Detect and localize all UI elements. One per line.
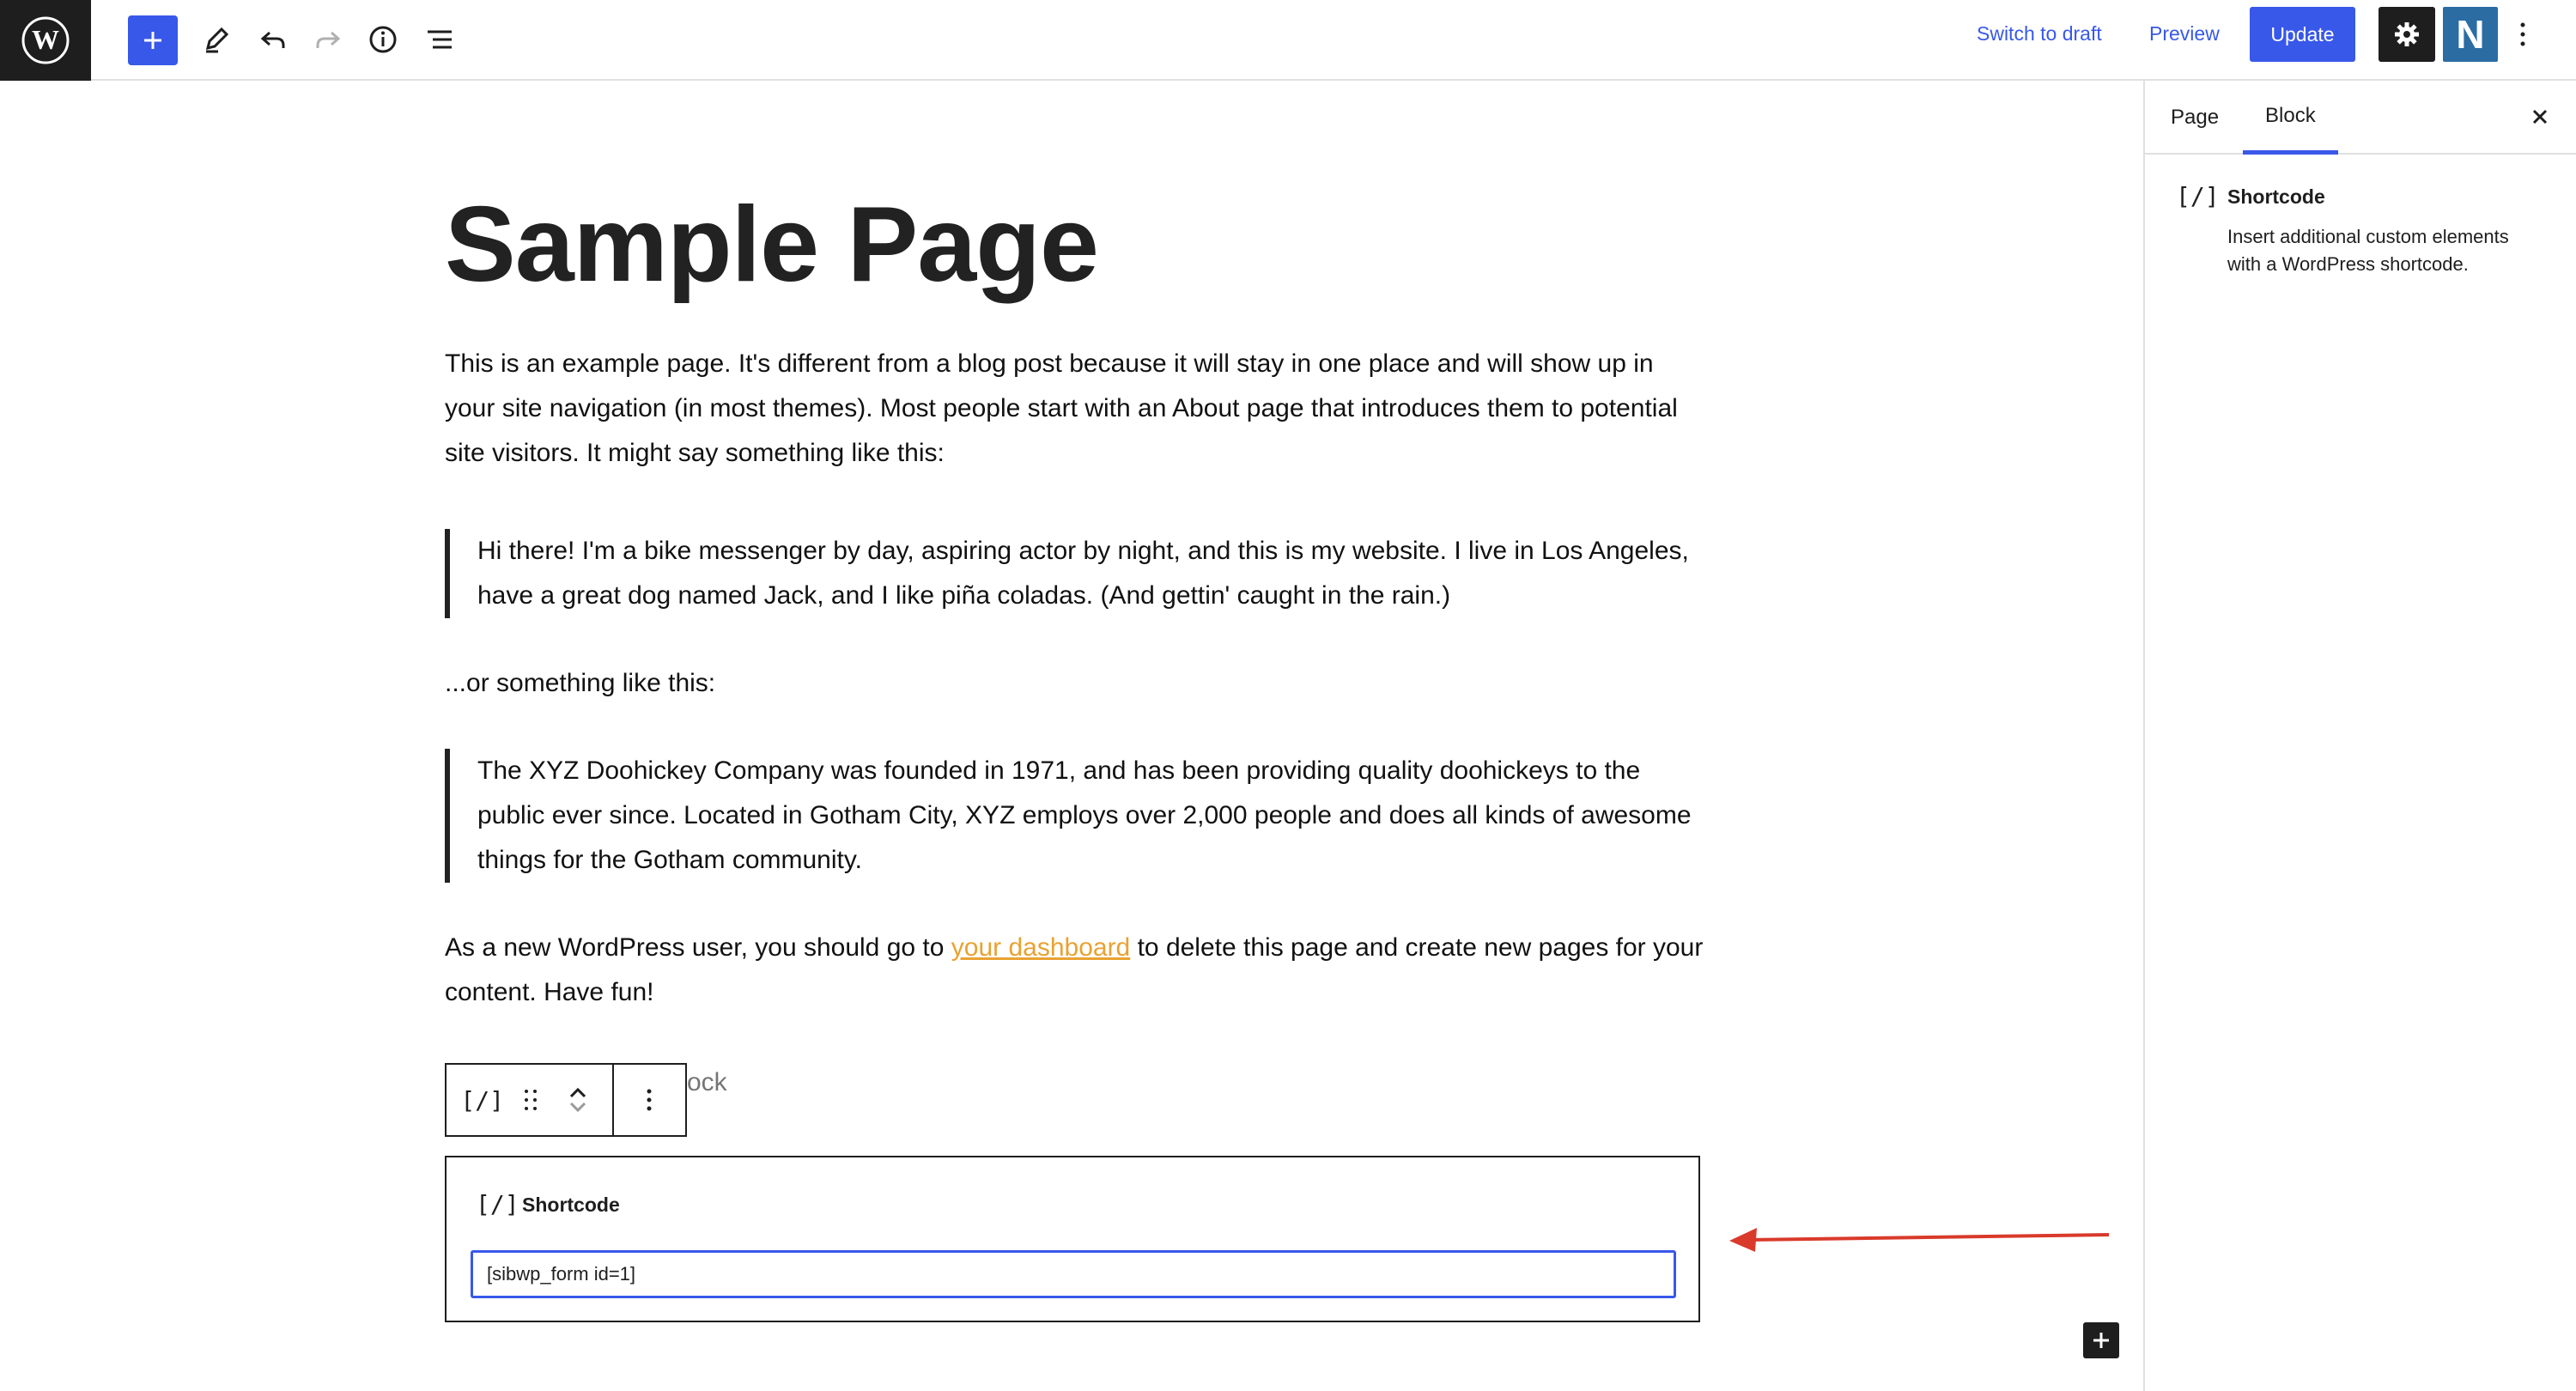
shortcode-input[interactable] <box>471 1250 1676 1298</box>
list-view-icon <box>424 24 455 55</box>
editor-top-toolbar <box>0 0 2576 81</box>
page-title[interactable]: Sample Page <box>445 185 1098 304</box>
tab-page[interactable]: Page <box>2171 106 2220 129</box>
redo-button[interactable] <box>297 9 359 70</box>
plus-icon <box>142 29 164 52</box>
shortcode-block[interactable] <box>445 1156 1700 1322</box>
paragraph-text: As a new WordPress user, you should go to <box>445 933 951 962</box>
undo-icon <box>258 24 289 55</box>
drag-handle-icon <box>523 1088 538 1112</box>
sidebar-tabs <box>2145 81 2576 155</box>
quote-block[interactable]: Hi there! I'm a bike messenger by day, aspiring actor by night, and this is my website. I live in Los Angeles, have a great dog named Jack, and I like piña coladas. (And gettin' caught in the rain.) <box>445 529 1698 618</box>
list-view-button[interactable] <box>409 9 471 70</box>
shortcode-label: Shortcode <box>522 1194 620 1216</box>
close-icon <box>2530 106 2550 127</box>
settings-sidebar <box>2143 81 2576 1391</box>
redo-icon <box>313 24 343 55</box>
tools-button[interactable] <box>185 9 247 70</box>
more-vertical-icon <box>2518 21 2527 48</box>
block-type-button[interactable] <box>447 1065 518 1135</box>
drag-handle[interactable] <box>518 1065 544 1135</box>
n-logo-icon: N <box>2456 12 2485 57</box>
block-toolbar <box>445 1063 687 1137</box>
block-options-button[interactable] <box>614 1065 685 1135</box>
wordpress-logo-icon <box>21 16 70 64</box>
block-card-description: Insert additional custom elements with a WordPress shortcode. <box>2227 226 2509 275</box>
paragraph-block[interactable] <box>445 926 1707 1015</box>
close-sidebar-button[interactable] <box>2523 100 2557 134</box>
chevron-down-icon[interactable] <box>568 1100 588 1115</box>
block-card-title: Shortcode <box>2227 185 2325 208</box>
chevron-up-icon[interactable] <box>568 1084 588 1100</box>
placeholder-text: ock <box>687 1068 727 1096</box>
preview-button[interactable]: Preview <box>2149 22 2220 45</box>
plus-icon <box>2091 1330 2111 1351</box>
svg-text:W: W <box>32 24 59 55</box>
update-button[interactable]: Update <box>2250 7 2355 62</box>
pencil-icon <box>201 24 232 55</box>
add-block-button[interactable] <box>2083 1322 2119 1358</box>
undo-button[interactable] <box>242 9 304 70</box>
switch-to-draft-button[interactable]: Switch to draft <box>1977 22 2102 45</box>
options-button[interactable] <box>2506 7 2540 62</box>
shortcode-icon: [/] <box>476 1190 519 1218</box>
tab-block[interactable]: Block <box>2243 81 2338 155</box>
shortcode-icon: [/] <box>2176 182 2220 210</box>
paragraph-block[interactable]: This is an example page. It's different from a blog post because it will stay in one place and will show up in your site navigation (in most themes). Most people start with an About page that introduces them to potential site visitors. It might say something like this: <box>445 349 1678 467</box>
shortcode-icon: [/] <box>460 1085 504 1115</box>
quote-block[interactable]: The XYZ Doohickey Company was founded in 1971, and has been providing quality doohickeys to the public ever since. Located in Gotham City, XYZ employs over 2,000 people and does all kinds of awesome things for the Gotham community. <box>445 749 1698 883</box>
settings-button[interactable] <box>2379 7 2435 62</box>
block-movers <box>544 1065 611 1135</box>
more-vertical-icon <box>645 1087 653 1113</box>
annotation-arrow-icon <box>1726 1218 2112 1252</box>
gear-icon <box>2393 21 2421 48</box>
plugin-n-button[interactable] <box>2443 7 2498 62</box>
paragraph-block[interactable]: ...or something like this: <box>445 669 716 697</box>
info-icon <box>368 24 398 55</box>
paragraph-text: to delete this page and create new pages for your content. Have fun! <box>445 933 1704 1006</box>
dashboard-link[interactable]: your dashboard <box>951 933 1131 962</box>
wordpress-logo-button[interactable] <box>0 0 91 81</box>
block-inserter-button[interactable] <box>128 15 178 65</box>
details-button[interactable] <box>352 9 414 70</box>
